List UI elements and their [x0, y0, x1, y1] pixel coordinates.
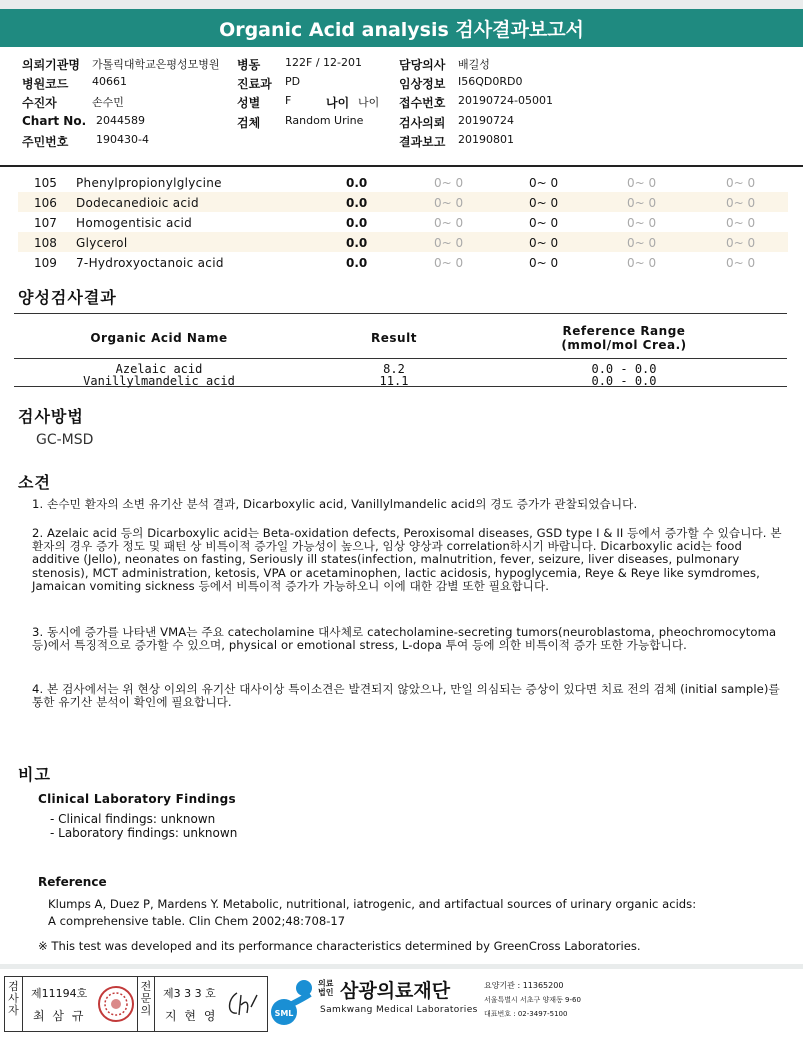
row-range-3: 0~ 0: [627, 176, 657, 190]
method-heading: 검사방법: [18, 407, 84, 426]
org-name-en: Samkwang Medical Laboratories: [320, 1005, 478, 1015]
row-result: 0.0: [346, 236, 368, 250]
chart-value: 2044589: [96, 114, 145, 127]
row-name: Phenylpropionylglycine: [76, 176, 222, 190]
clinical-label: 임상정보: [399, 77, 446, 91]
opinion-paragraph-3: 3. 동시에 증가를 나타낸 VMA는 주요 catecholamine 대사체로 catecholamine-secreting tumors(neuroblastoma, pheochromocytoma 등)에서 특징적으로 증가할 수 있으며, physical or emotional stress, L-dopa 투여 등에 의한 비특이적 증가 또한 가능합니다.: [32, 625, 777, 653]
row-result: 0.0: [346, 256, 368, 270]
id-value: 190430-4: [96, 133, 149, 146]
examiner-seal-icon: [97, 983, 135, 1025]
row-range-4: 0~ 0: [726, 216, 756, 230]
request-label: 검사의뢰: [399, 116, 446, 130]
specimen-value: Random Urine: [285, 114, 364, 127]
row-range-1: 0~ 0: [434, 256, 464, 270]
reference-heading: Reference: [38, 875, 107, 889]
logo-text: SML: [274, 1009, 294, 1018]
examiner-license: 제11194호: [31, 987, 88, 1000]
patient-value: 손수민: [92, 96, 124, 109]
row-range-3: 0~ 0: [627, 216, 657, 230]
row-range-4: 0~ 0: [726, 176, 756, 190]
row-no: 108: [34, 236, 57, 250]
row-name: Homogentisic acid: [76, 216, 193, 230]
hospital-label: 의뢰기관명: [22, 58, 80, 72]
positive-result: 8.2: [383, 362, 405, 376]
examiner-label: 검사자: [5, 977, 23, 1031]
row-range-1: 0~ 0: [434, 236, 464, 250]
sex-label: 성별: [237, 96, 261, 110]
row-range-2: 0~ 0: [529, 256, 559, 270]
row-range-4: 0~ 0: [726, 236, 756, 250]
opinion-heading: 소견: [18, 473, 51, 492]
specialist-name: 지 현 영: [165, 1009, 218, 1023]
clinical-value: I56QD0RD0: [458, 75, 523, 88]
row-range-1: 0~ 0: [434, 196, 464, 210]
row-range-4: 0~ 0: [726, 256, 756, 270]
opinion-paragraph-1: 1. 손수민 환자의 소변 유기산 분석 결과, Dicarboxylic acid, Vanillylmandelic acid의 경도 증가가 관찰되었습니다.: [32, 497, 638, 511]
ward-label: 병동: [237, 58, 261, 72]
row-result: 0.0: [346, 176, 368, 190]
positive-name: Vanillylmandelic acid: [83, 374, 235, 388]
receipt-label: 접수번호: [399, 96, 446, 110]
org-tel: 대표번호 : 02-3497-5100: [484, 1010, 568, 1018]
col-ref-unit: (mmol/mol Crea.): [561, 338, 687, 352]
org-name: 삼광의료재단: [340, 980, 451, 1002]
col-result-header: Result: [371, 331, 417, 345]
row-range-2: 0~ 0: [529, 236, 559, 250]
row-range-3: 0~ 0: [627, 236, 657, 250]
row-result: 0.0: [346, 216, 368, 230]
row-range-1: 0~ 0: [434, 216, 464, 230]
row-range-4: 0~ 0: [726, 196, 756, 210]
positive-result: 11.1: [379, 374, 409, 388]
signature-box: [4, 976, 268, 1032]
positive-heading: 양성검사결과: [18, 288, 117, 307]
row-range-2: 0~ 0: [529, 176, 559, 190]
reference-line-1: Klumps A, Duez P, Mardens Y. Metabolic, nutritional, iatrogenic, and artifactual sources of urinary organic acids:: [48, 897, 697, 911]
specialist-license: 제3 3 3 호: [163, 987, 216, 1000]
chart-label: Chart No.: [22, 114, 87, 128]
report-label: 결과보고: [399, 135, 446, 149]
clf-clinical: - Clinical findings: unknown: [50, 812, 216, 826]
top-strip: [0, 0, 803, 9]
age-label: 나이: [326, 96, 350, 110]
positive-name: Azelaic acid: [115, 362, 203, 376]
patient-label: 수진자: [22, 96, 57, 110]
table-row: [18, 172, 788, 192]
table-row: [18, 212, 788, 232]
specimen-label: 검체: [237, 116, 261, 130]
positive-ref: 0.0 - 0.0: [591, 374, 657, 388]
row-result: 0.0: [346, 196, 368, 210]
signature-icon: [223, 985, 263, 1023]
examiner-name: 최 삼 규: [33, 1009, 86, 1023]
row-range-1: 0~ 0: [434, 176, 464, 190]
row-no: 109: [34, 256, 57, 270]
row-no: 106: [34, 196, 57, 210]
table-divider: [14, 358, 787, 359]
reference-line-2: A comprehensive table. Clin Chem 2002;48:708-17: [48, 914, 346, 928]
positive-table: [14, 313, 787, 387]
opinion-paragraph-4: 4. 본 검사에서는 위 현상 이외의 유기산 대사이상 특이소견은 발견되지 않았으나, 만일 의심되는 증상이 있다면 치료 전의 검체 (initial sample)를 통한 유기산 분석이 확인에 필요합니다.: [32, 682, 780, 710]
remarks-heading: 비고: [18, 765, 51, 784]
table-row: [18, 232, 788, 252]
dept-label: 진료과: [237, 77, 272, 91]
disclaimer-note: ※ This test was developed and its performance characteristics determined by GreenCross Laboratories.: [38, 939, 641, 953]
hospcode-value: 40661: [92, 75, 127, 88]
row-name: Dodecanedioic acid: [76, 196, 199, 210]
row-no: 105: [34, 176, 57, 190]
patient-header: [0, 47, 803, 167]
positive-ref: 0.0 - 0.0: [591, 362, 657, 376]
col-ref-header: Reference Range: [562, 324, 686, 338]
specialist-label: 전문의: [137, 977, 155, 1031]
clf-laboratory: - Laboratory findings: unknown: [50, 826, 238, 840]
doctor-label: 담당의사: [399, 58, 446, 72]
id-label: 주민번호: [22, 135, 69, 149]
row-range-3: 0~ 0: [627, 196, 657, 210]
footer-separator: [0, 964, 803, 969]
dept-value: PD: [285, 75, 301, 88]
report-value: 20190801: [458, 133, 514, 146]
row-range-2: 0~ 0: [529, 196, 559, 210]
hospital-value: 가톨릭대학교은평성모병원: [92, 58, 220, 71]
org-address: 서울특별시 서초구 양재동 9-60: [484, 996, 581, 1004]
row-name: Glycerol: [76, 236, 128, 250]
row-range-2: 0~ 0: [529, 216, 559, 230]
clf-heading: Clinical Laboratory Findings: [38, 792, 236, 806]
row-no: 107: [34, 216, 57, 230]
hospcode-label: 병원코드: [22, 77, 69, 91]
request-value: 20190724: [458, 114, 514, 127]
report-title: Organic Acid analysis 검사결과보고서: [0, 9, 803, 47]
method-value: GC-MSD: [36, 432, 94, 448]
sex-value: F: [285, 94, 292, 107]
table-row: [18, 192, 788, 212]
receipt-value: 20190724-05001: [458, 94, 553, 107]
age-value: 나이: [358, 96, 380, 109]
org-code: 요양기관 : 11365200: [484, 981, 564, 990]
table-row: [18, 252, 788, 272]
opinion-paragraph-2: 2. Azelaic acid 등의 Dicarboxylic acid는 Beta-oxidation defects, Peroxisomal diseases, GSD type I & II 등에서 증가할 수 있습니다. 본 환자의 경우 증가 정도 및 패턴 상 비특이적 증가일 가능성이 높으나, 임상 양상과 correlation하시기 바랍니다. Dicarboxylic acid는 food additive (Jello), neonates on fasting, Seriously ill states(infection, malnutrition, fever, seizure, liver diseases, pulmonary stenosis), MCT administration, ketosis, VPA or acetaminophen, lactic acidosis, hypoglycemia, Reye & Reye like symdromes, Jamaican vomiting sickness 등에서 비특이적 증가가 가능하오니 이에 대한 감별 또한 필요합니다.: [32, 526, 782, 593]
org-type: 의료법인: [318, 979, 334, 997]
col-name-header: Organic Acid Name: [90, 331, 228, 345]
row-name: 7-Hydroxyoctanoic acid: [76, 256, 224, 270]
ward-value: 122F / 12-201: [285, 56, 362, 69]
row-range-3: 0~ 0: [627, 256, 657, 270]
doctor-value: 배길성: [458, 58, 490, 71]
